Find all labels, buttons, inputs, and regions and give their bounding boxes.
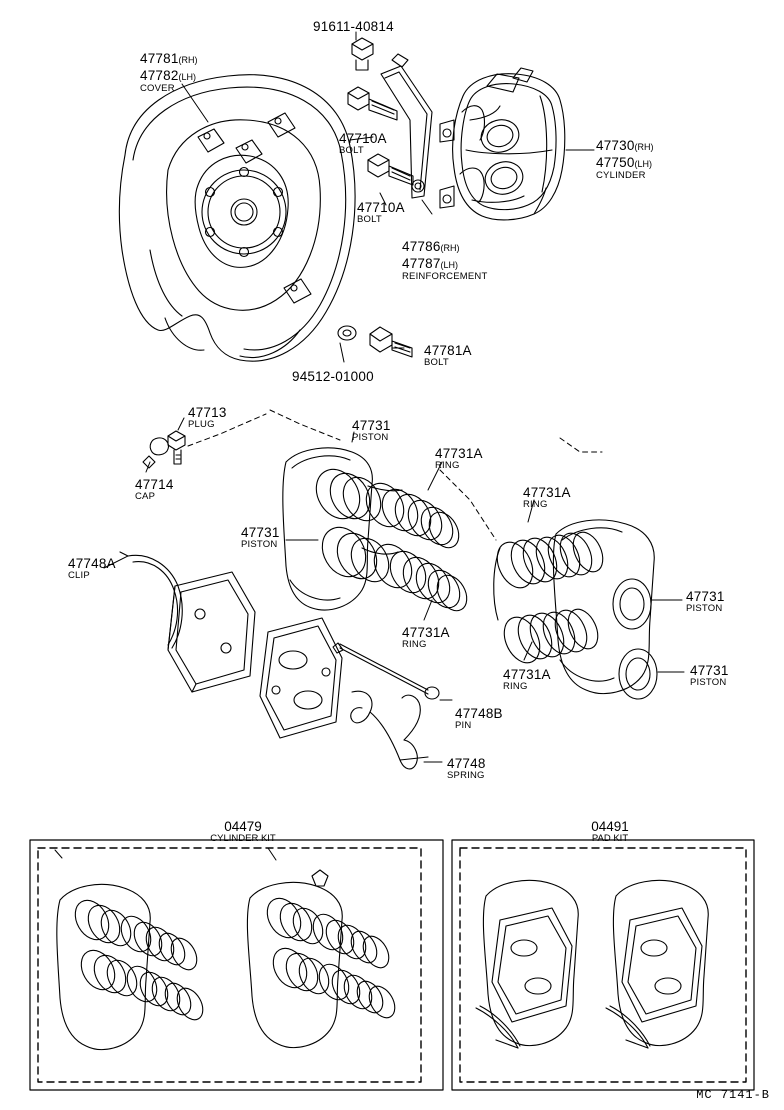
label-reinforcement [402, 239, 487, 282]
label-ring-top-right [435, 447, 483, 471]
label-bolt-91611 [313, 20, 394, 34]
label-cover [140, 51, 198, 94]
label-ring-right-top-part: 47731A [523, 485, 571, 500]
label-bolt-47710a-upper [339, 132, 387, 156]
label-reinforcement-side: (RH) [440, 243, 460, 253]
label-piston-top-part: 47731 [352, 418, 391, 433]
label-cover-desc: COVER [140, 83, 175, 95]
label-pin [455, 707, 503, 731]
pin-art [333, 643, 439, 699]
label-ring-right-top [523, 486, 571, 510]
label-bolt-47781a-part: 47781A [424, 343, 472, 358]
label-reinforcement-part: 47786 [402, 239, 441, 254]
bolt-47710a-lower-art [368, 154, 413, 185]
label-bolt-47710a-lower-part: 47710A [357, 200, 405, 215]
label-piston-top-desc: PISTON [352, 432, 389, 444]
bolt-91611-art [352, 38, 373, 70]
label-bolt-47710a-lower [357, 201, 405, 225]
brake-pad-inner-art [260, 618, 342, 738]
label-spring-desc: SPRING [447, 770, 485, 782]
label-piston-right-bottom-desc: PISTON [690, 677, 727, 689]
label-piston-right-bottom-part: 47731 [690, 663, 729, 678]
label-cylinder-kit-part: 04479 [224, 819, 262, 834]
label-pin-part: 47748B [455, 706, 503, 721]
label-clip-part: 47748A [68, 556, 116, 571]
clip-art [120, 552, 182, 648]
label-pad-kit-part: 04491 [591, 819, 629, 834]
label-bolt-47710a-lower-desc: BOLT [357, 214, 382, 226]
label-cover-side: (RH) [178, 55, 198, 65]
label-ring-bottom-desc: RING [402, 639, 427, 651]
label-bolt-91611-part: 91611-40814 [313, 19, 394, 34]
label-pad-kit [520, 820, 700, 844]
label-bolt-47781a-desc: BOLT [424, 357, 449, 369]
label-cylinder [596, 138, 654, 181]
label-cylinder-kit-desc: CYLINDER KIT [210, 833, 276, 845]
label-piston-right-bottom [690, 664, 729, 688]
label-cylinder-side2: (LH) [634, 158, 653, 169]
label-cover-part: 47781 [140, 51, 179, 66]
label-ring-right-top-desc: RING [523, 499, 548, 511]
caliper-cylinder-art [440, 68, 565, 220]
diagram-footer-code: MC 7141-B [696, 1088, 770, 1102]
label-bolt-47710a-upper-desc: BOLT [339, 145, 364, 157]
label-washer-94512 [292, 370, 374, 384]
label-piston-top [352, 419, 391, 443]
label-cylinder-part: 47730 [596, 138, 635, 153]
dust-cover-art [119, 75, 355, 361]
label-piston-left-part: 47731 [241, 525, 280, 540]
label-reinforcement-side2: (LH) [440, 259, 459, 270]
label-bolt-47710a-upper-part: 47710A [339, 131, 387, 146]
label-pad-kit-desc: PAD KIT [591, 833, 629, 845]
caliper-half-left-art [283, 448, 473, 616]
cylinder-kit-contents-art [57, 870, 400, 1050]
label-plug [188, 406, 227, 430]
label-piston-right-top-part: 47731 [686, 589, 725, 604]
label-piston-right-top [686, 590, 725, 614]
label-cap [135, 478, 174, 502]
label-piston-left-desc: PISTON [241, 539, 278, 551]
washer-bolt-art [338, 326, 412, 357]
label-spring-part: 47748 [447, 756, 486, 771]
label-cap-desc: CAP [135, 491, 156, 503]
label-reinforcement-part2: 47787 [402, 255, 441, 271]
label-clip-desc: CLIP [68, 570, 90, 582]
label-ring-right-bottom-part: 47731A [503, 667, 551, 682]
leader-lines [55, 32, 684, 860]
label-ring-right-bottom-desc: RING [503, 681, 528, 693]
label-ring-top-right-part: 47731A [435, 446, 483, 461]
label-cover-part2: 47782 [140, 67, 179, 83]
label-clip [68, 557, 116, 581]
label-plug-desc: PLUG [188, 419, 215, 431]
label-ring-bottom-part: 47731A [402, 625, 450, 640]
plug-cap-art [143, 431, 185, 468]
label-cap-part: 47714 [135, 477, 174, 492]
label-plug-part: 47713 [188, 405, 227, 420]
label-cylinder-side: (RH) [634, 142, 654, 152]
brake-pad-outer-art [168, 572, 255, 692]
spring-art [351, 691, 428, 769]
label-ring-bottom [402, 626, 450, 650]
label-washer-94512-part: 94512-01000 [292, 369, 374, 384]
label-bolt-47781a [424, 344, 472, 368]
label-cover-side2: (LH) [178, 71, 197, 82]
label-cylinder-desc: CYLINDER [596, 170, 646, 182]
bolt-47710a-upper-art [348, 87, 397, 120]
label-cylinder-kit [153, 820, 333, 844]
label-piston-right-top-desc: PISTON [686, 603, 723, 615]
pad-kit-contents-art [476, 880, 708, 1048]
reinforcement-bracket-art [381, 54, 432, 198]
label-ring-top-right-desc: RING [435, 460, 460, 472]
kit-boxes-art [30, 840, 754, 1090]
label-spring [447, 757, 486, 781]
label-pin-desc: PIN [455, 720, 472, 732]
label-reinforcement-desc: REINFORCEMENT [402, 271, 488, 283]
label-cylinder-part2: 47750 [596, 154, 635, 170]
label-ring-right-bottom [503, 668, 551, 692]
label-piston-left [241, 526, 280, 550]
